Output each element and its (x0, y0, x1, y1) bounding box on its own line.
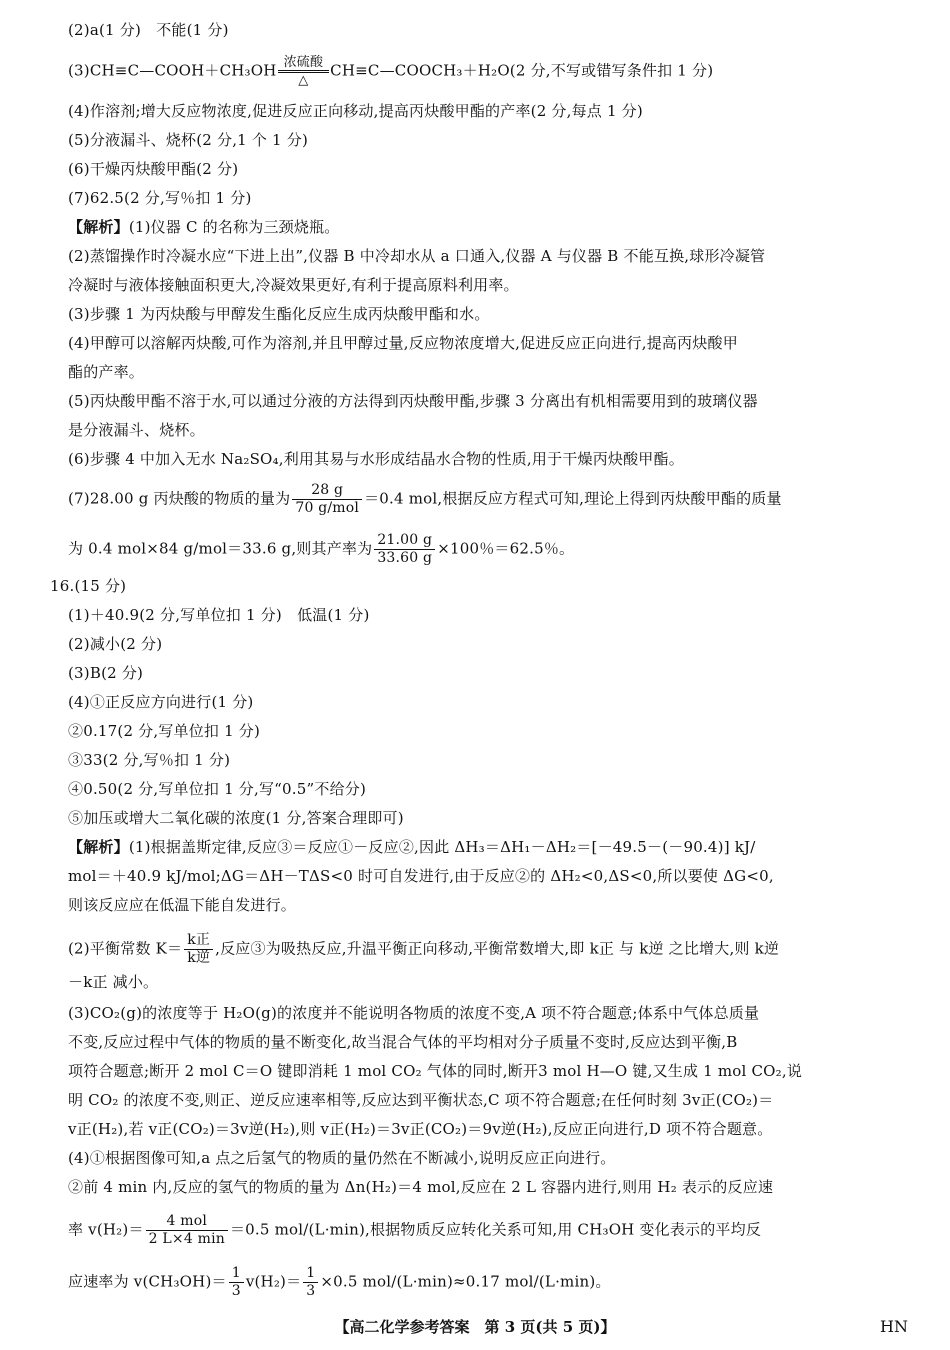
region-code: HN (880, 1317, 908, 1336)
analysis-16-2-cont: －k正 减小。 (68, 973, 159, 991)
analysis-tag: 【解析】 (68, 218, 129, 236)
answer-15-3-equation: (3)CH≡C—COOH＋CH₃OH 浓硫酸 △ CH≡C—COOCH₃＋H₂O(2 分,不写或错写条件扣 1 分) (68, 55, 714, 88)
question-16-header: 16.(15 分) (50, 577, 127, 595)
answer-16-4-3: ③33(2 分,写％扣 1 分) (68, 751, 231, 769)
analysis-15-1: 【解析】(1)仪器 C 的名称为三颈烧瓶。 (68, 218, 340, 236)
answer-16-4-2: ②0.17(2 分,写单位扣 1 分) (68, 722, 261, 740)
analysis-16-4-2-result: 应速率为 v(CH₃OH)＝ $\frac{1}{3}$ v(H₂)＝ $\frac{1}{3}$ ×0.5 mol/(L·min)≈0.17 mol/(L·min)。 (68, 1265, 611, 1299)
analysis-15-3: (3)步骤 1 为丙炔酸与甲醇发生酯化反应生成丙炔酸甲酯和水。 (68, 305, 490, 323)
analysis-16-4-1: (4)①根据图像可知,a 点之后氢气的物质的量仍然在不断减小,说明反应正向进行。 (68, 1149, 616, 1167)
answer-15-6: (6)干燥丙炔酸甲酯(2 分) (68, 160, 239, 178)
analysis-tag: 【解析】 (68, 838, 129, 856)
answer-16-4-5: ⑤加压或增大二氧化碳的浓度(1 分,答案合理即可) (68, 809, 404, 827)
analysis-16-2: (2)平衡常数 K＝ $\frac{\text{k正}}{\text{k逆}}$ ,反应③为吸热反应,升温平衡正向移动,平衡常数增大,即 k正 与 k逆 之比增大,则 k逆 (68, 932, 780, 966)
answer-15-4: (4)作溶剂;增大反应物浓度,促进反应正向移动,提高丙炔酸甲酯的产率(2 分,每点 1 分) (68, 102, 643, 120)
fraction: $\frac{\text{4 mol}}{2 L\times 4 \min}$ (146, 1213, 228, 1248)
fraction: $\frac{1}{3}$ (229, 1265, 244, 1300)
analysis-15-4: (4)甲醇可以溶解丙炔酸,可作为溶剂,并且甲醇过量,反应物浓度增大,促进反应正向进行,提高丙炔酸甲 (68, 334, 738, 352)
answer-15-5: (5)分液漏斗、烧杯(2 分,1 个 1 分) (68, 131, 309, 149)
analysis-15-6: (6)步骤 4 中加入无水 Na₂SO₄,利用其易与水形成结晶水合物的性质,用于干燥丙炔酸甲酯。 (68, 450, 684, 468)
analysis-15-7: (7)28.00 g 丙炔酸的物质的量为 $\frac{28 g}{\text{70 g/mol}}$ ＝0.4 mol,根据反应方程式可知,理论上得到丙炔酸甲酯的质量 (68, 482, 782, 516)
answer-15-2: (2)a(1 分) 不能(1 分) (68, 21, 229, 39)
fraction: $\frac{1}{3}$ (303, 1265, 318, 1300)
analysis-16-3-cont3: 明 CO₂ 的浓度不变,则正、逆反应速率相等,反应达到平衡状态,C 项不符合题意;在任何时刻 3v正(CO₂)＝ (68, 1091, 774, 1109)
analysis-15-5-cont: 是分液漏斗、烧杯。 (68, 421, 205, 439)
analysis-15-2-cont: 冷凝时与液体接触面积更大,冷凝效果更好,有利于提高原料利用率。 (68, 276, 519, 294)
answer-16-3: (3)B(2 分) (68, 664, 144, 682)
analysis-16-3-cont4: v正(H₂),若 v正(CO₂)＝3v逆(H₂),则 v正(H₂)＝3v正(CO₂)＝9v逆(H₂),反应正向进行,D 项不符合题意。 (68, 1120, 773, 1138)
analysis-16-3-cont2: 项符合题意;断开 2 mol C＝O 键即消耗 1 mol CO₂ 气体的同时,断开3 mol H—O 键,又生成 1 mol CO₂,说 (68, 1062, 803, 1080)
reaction-condition: 浓硫酸 △ (278, 55, 330, 88)
analysis-16-4-2: ②前 4 min 内,反应的氢气的物质的量为 Δn(H₂)＝4 mol,反应在 2 L 容器内进行,则用 H₂ 表示的反应速 (68, 1178, 774, 1196)
fraction: $\frac{\text{k正}}{\text{k逆}}$ (184, 932, 213, 967)
analysis-16-1-cont2: 则该反应应在低温下能自发进行。 (68, 896, 297, 914)
answer-16-1: (1)＋40.9(2 分,写单位扣 1 分) 低温(1 分) (68, 606, 370, 624)
page-footer: 【高二化学参考答案 第 3 页(共 5 页)】 (334, 1318, 616, 1336)
answer-16-4-4: ④0.50(2 分,写单位扣 1 分,写“0.5”不给分) (68, 780, 367, 798)
fraction: $\frac{28 g}{\text{70 g/mol}}$ (292, 482, 362, 517)
analysis-15-7-cont: 为 0.4 mol×84 g/mol＝33.6 g,则其产率为 $\frac{21.00 g}{33.60 g}$ ×100％＝62.5％。 (68, 532, 575, 566)
analysis-15-5: (5)丙炔酸甲酯不溶于水,可以通过分液的方法得到丙炔酸甲酯,步骤 3 分离出有机相需要用到的玻璃仪器 (68, 392, 758, 410)
answer-16-4-1: (4)①正反应方向进行(1 分) (68, 693, 254, 711)
analysis-16-4-2-rate: 率 v(H₂)＝ $\frac{\text{4 mol}}{2 L\times 4 \min}$ ＝0.5 mol/(L·min),根据物质反应转化关系可知,用 CH₃OH 变化表示的平均反 (68, 1213, 762, 1247)
fraction: $\frac{21.00 g}{33.60 g}$ (374, 532, 435, 567)
analysis-15-4-cont: 酯的产率。 (68, 363, 145, 381)
analysis-16-3: (3)CO₂(g)的浓度等于 H₂O(g)的浓度并不能说明各物质的浓度不变,A 项不符合题意;体系中气体总质量 (68, 1004, 760, 1022)
answer-15-7: (7)62.5(2 分,写％扣 1 分) (68, 189, 252, 207)
analysis-16-1-cont: mol＝＋40.9 kJ/mol;ΔG＝ΔH－TΔS<0 时可自发进行,由于反应②的 ΔH₂<0,ΔS<0,所以要使 ΔG<0, (68, 867, 774, 885)
answer-16-2: (2)减小(2 分) (68, 635, 163, 653)
analysis-16-1: 【解析】(1)根据盖斯定律,反应③＝反应①－反应②,因此 ΔH₃＝ΔH₁－ΔH₂＝[－49.5－(－90.4)] kJ/ (68, 838, 756, 856)
analysis-15-2: (2)蒸馏操作时冷凝水应“下进上出”,仪器 B 中冷却水从 a 口通入,仪器 A 与仪器 B 不能互换,球形冷凝管 (68, 247, 766, 265)
analysis-16-3-cont: 不变,反应过程中气体的物质的量不断变化,故当混合气体的平均相对分子质量不变时,反应达到平衡,B (68, 1033, 738, 1051)
